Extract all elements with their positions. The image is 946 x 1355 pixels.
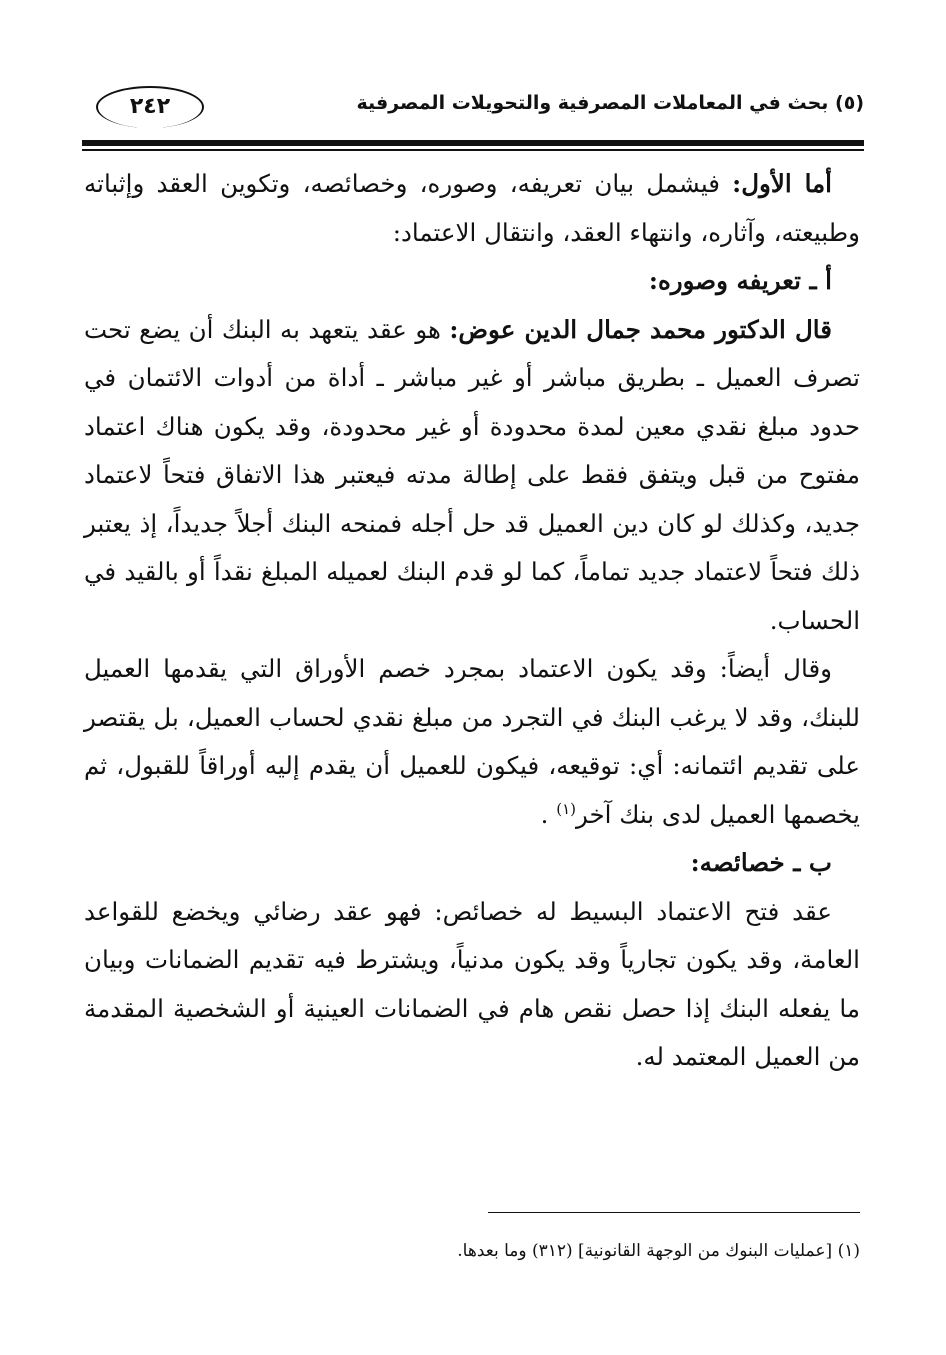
footnote-marker: (١) (837, 1241, 860, 1261)
paragraph-4: عقد فتح الاعتماد البسيط له خصائص: فهو عقد رضائي ويخضع للقواعد العامة، وقد يكون تجارياً وقد يكون مدنياً، ويشترط فيه تقديم الضمانات وبيان ما يفعله البنك إذا حصل نقص هام في الضمانات العينية أو الشخصية المقدمة من العميل المعتمد له. (84, 896, 860, 1071)
header-rule-thick (82, 140, 864, 146)
paragraph-3-text: وقال أيضاً: وقد يكون الاعتماد بمجرد خصم الأوراق التي يقدمها العميل للبنك، وقد لا يرغب البنك في التجرد من مبلغ نقدي لحساب العميل، بل يقتصر على تقديم ائتمانه: أي: توقيعه، فيكون للعميل أن يقدم إليه أوراقاً للقبول، ثم يخصمها العميل لدى بنك آخر (84, 654, 860, 829)
section-heading-a: أ ـ تعريفه وصوره: (648, 266, 832, 295)
page-header (82, 78, 864, 158)
body-text (84, 160, 860, 1082)
paragraph-1 (84, 160, 860, 257)
footnote (84, 1238, 860, 1264)
paragraph-2-label: قال الدكتور محمد جمال الدين عوض: (449, 314, 832, 344)
section-heading-b: ب ـ خصائصه: (690, 848, 832, 877)
paragraph-2 (84, 306, 860, 646)
paragraph-1-text: فيشمل بيان تعريفه، وصوره، وخصائصه، وتكوين العقد وإثباته وطبيعته، وآثاره، وانتهاء العقد، وانتقال الاعتماد: (84, 169, 860, 247)
paragraph-3-end: . (540, 799, 557, 829)
paragraph-1-label: أما الأول: (732, 169, 832, 198)
running-title: (٥) بحث في المعاملات المصرفية والتحويلات المصرفية (356, 92, 864, 114)
paragraph-2-text: هو عقد يتعهد به البنك أن يضع تحت تصرف العميل ـ بطريق مباشر أو غير مباشر ـ أداة من أدوات الائتمان في حدود مبلغ نقدي معين لمدة محدودة أو غير محدودة، وقد يكون هناك اعتماد مفتوح من قبل ويتفق فقط على إطالة مدته فيعتبر هذا الاتفاق فتحاً لاعتماد جديد، وكذلك لو كان دين العميل قد حل أجله فمنحه البنك أجلاً جديداً، إذ يعتبر ذلك فتحاً لاعتماد جديد تماماً، كما لو قدم البنك لعميله المبلغ نقداً أو بالقيد في الحساب. (84, 314, 860, 635)
footnote-reference[interactable]: (١) (556, 799, 576, 818)
footnote-separator (488, 1212, 860, 1213)
paragraph-3 (84, 645, 860, 839)
header-rule-thin (82, 149, 864, 151)
footnote-text: [عمليات البنوك من الوجهة القانونية] (٣١٢) وما بعدها. (457, 1241, 833, 1261)
page-number: ٢٤٢ (129, 94, 171, 119)
